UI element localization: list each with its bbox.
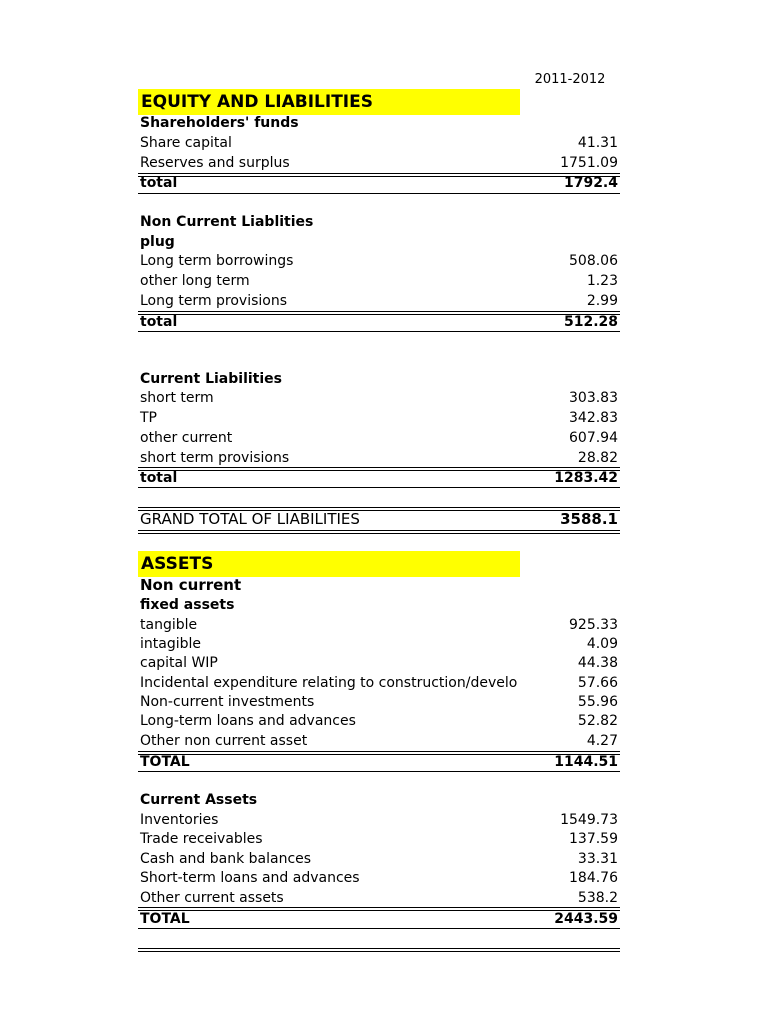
- list-item: Inventories 1549.73: [140, 812, 618, 828]
- nca-subtitle: fixed assets: [140, 597, 235, 613]
- list-item: Other non current asset 4.27: [140, 733, 618, 749]
- cl-title: Current Liabilities: [140, 371, 282, 387]
- divider: [138, 193, 620, 194]
- divider: [138, 951, 620, 952]
- list-item: Long term provisions 2.99: [140, 293, 618, 309]
- list-item: Other current assets 538.2: [140, 890, 618, 906]
- list-item: short term 303.83: [140, 390, 618, 406]
- list-item: short term provisions 28.82: [140, 450, 618, 466]
- list-item: Non-current investments 55.96: [140, 694, 618, 710]
- divider: [138, 507, 620, 508]
- divider: [138, 487, 620, 488]
- list-item: other long term 1.23: [140, 273, 618, 289]
- list-item: Share capital 41.31: [140, 135, 618, 151]
- equity-header-text: EQUITY AND LIABILITIES: [141, 92, 373, 112]
- list-item: capital WIP 44.38: [140, 655, 618, 671]
- assets-header: [138, 551, 520, 577]
- cl-total: total 1283.42: [140, 470, 618, 486]
- divider: [138, 771, 620, 772]
- list-item: Reserves and surplus 1751.09: [140, 155, 618, 171]
- ncl-total: total 512.28: [140, 314, 618, 330]
- grand-total: GRAND TOTAL OF LIABILITIES 3588.1: [140, 510, 618, 528]
- equity-header: [138, 89, 520, 115]
- shareholders-title: Shareholders' funds: [140, 115, 299, 131]
- list-item: Incidental expenditure relating to construction/develo 57.66: [140, 675, 618, 691]
- ca-total: TOTAL 2443.59: [140, 911, 618, 927]
- divider: [138, 948, 620, 949]
- list-item: Cash and bank balances 33.31: [140, 851, 618, 867]
- divider: [138, 331, 620, 332]
- ncl-title: Non Current Liablities: [140, 214, 314, 230]
- list-item: Long-term loans and advances 52.82: [140, 713, 618, 729]
- ncl-subtitle: plug: [140, 234, 175, 250]
- ca-title: Current Assets: [140, 792, 258, 808]
- divider: [138, 928, 620, 929]
- divider: [138, 530, 620, 531]
- list-item: other current 607.94: [140, 430, 618, 446]
- list-item: Long term borrowings 508.06: [140, 253, 618, 269]
- shareholders-total: total 1792.4: [140, 175, 618, 191]
- list-item: Short-term loans and advances 184.76: [140, 870, 618, 886]
- nca-title: Non current: [140, 576, 242, 594]
- nca-total: TOTAL 1144.51: [140, 754, 618, 770]
- assets-header-text: ASSETS: [141, 554, 214, 574]
- list-item: intagible 4.09: [140, 636, 618, 652]
- divider: [138, 907, 620, 908]
- list-item: Trade receivables 137.59: [140, 831, 618, 847]
- list-item: TP 342.83: [140, 410, 618, 426]
- list-item: tangible 925.33: [140, 617, 618, 633]
- divider: [138, 533, 620, 534]
- year-label: 2011-2012: [534, 72, 606, 87]
